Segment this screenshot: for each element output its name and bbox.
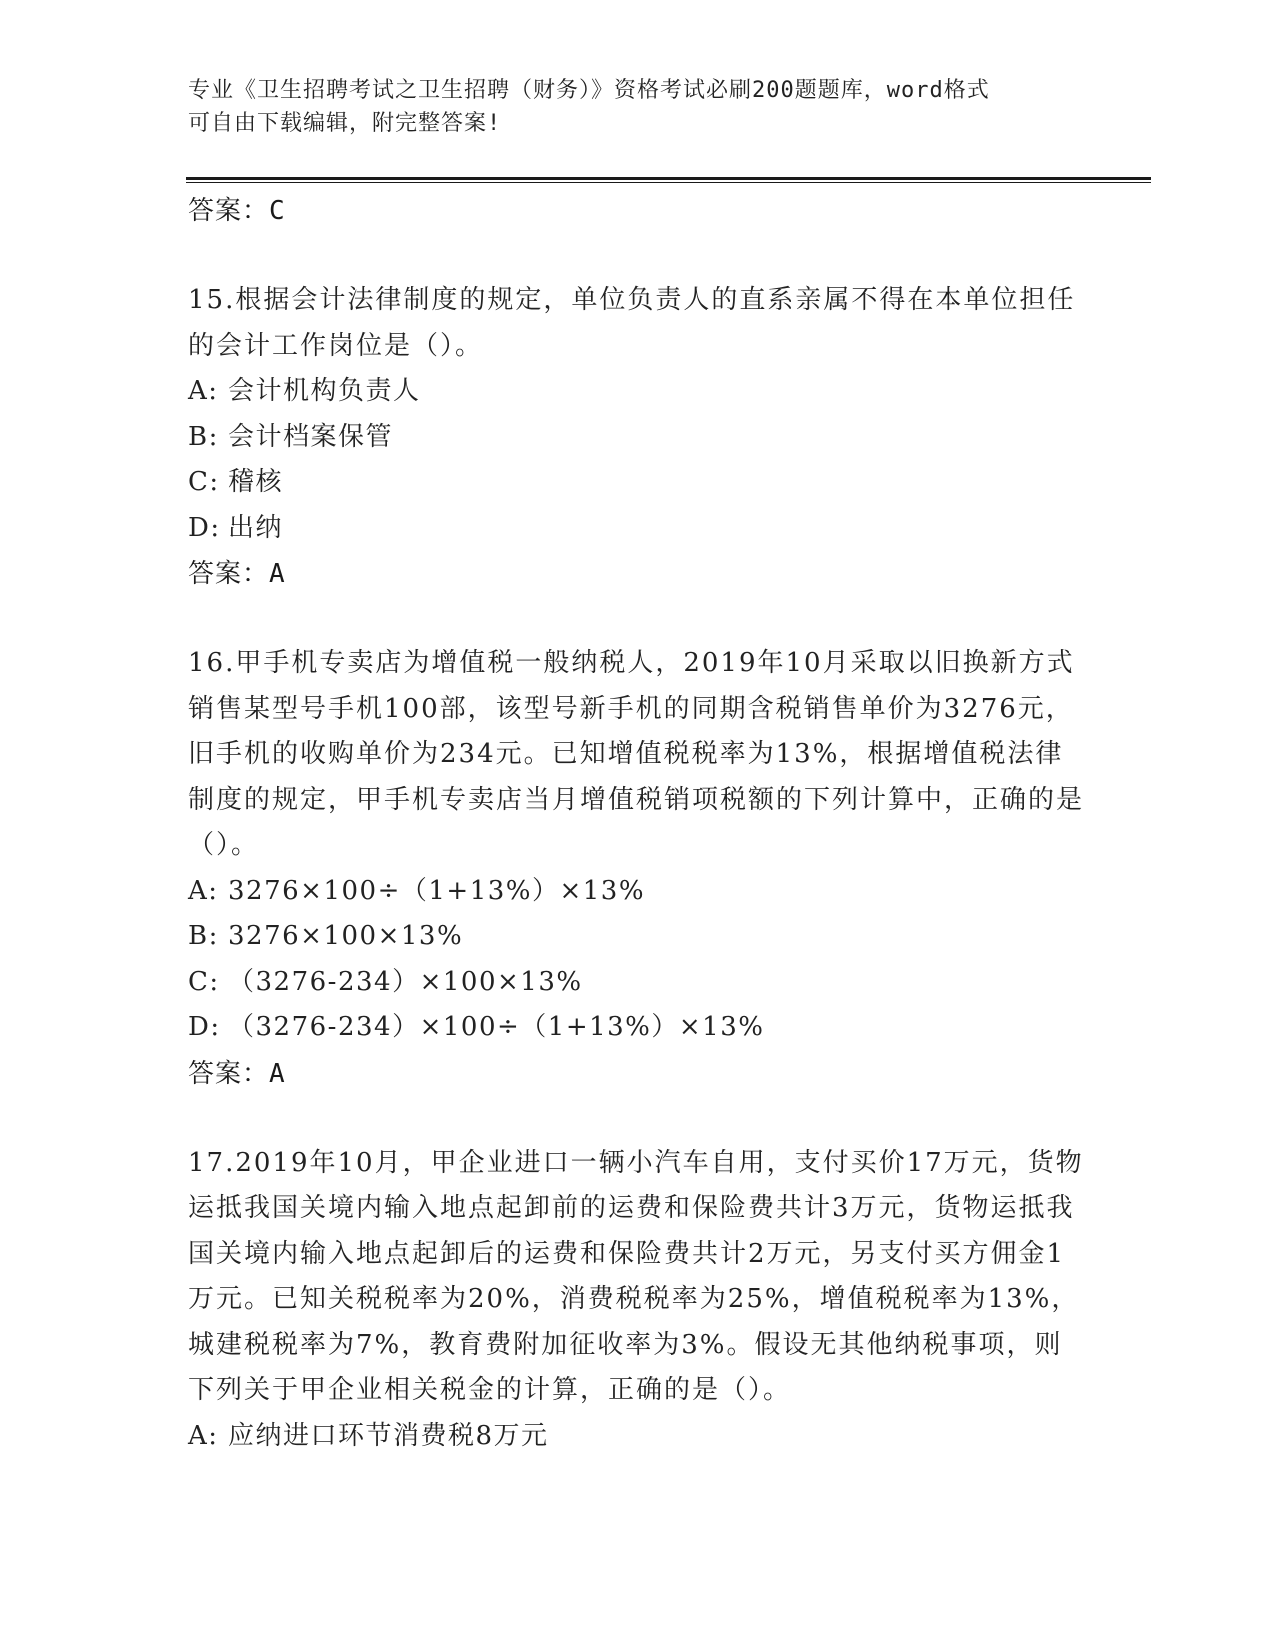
answer-value: C <box>269 196 286 226</box>
answer-label: 答案： <box>188 559 270 589</box>
option-key: D: <box>188 512 221 543</box>
question-text: 16.甲手机专卖店为增值税一般纳税人，2019年10月采取以旧换新方式销售某型号手机100部，该型号新手机的同期含税销售单价为3276元，旧手机的收购单价为234元。已知增值税税率为13%，根据增值税法律制度的规定，甲手机专卖店当月增值税销项税额的下列计算中，正确的是（）。 <box>188 648 1085 860</box>
option-a <box>188 369 1088 415</box>
option-text: 3276×100×13% <box>228 921 464 951</box>
option-key: A: <box>188 1420 219 1451</box>
option-text: （3276-234）×100÷（1+13%）×13% <box>228 1012 765 1042</box>
option-d <box>188 1005 1088 1051</box>
option-b <box>188 914 1088 960</box>
question-15 <box>188 278 1088 597</box>
option-text: 出纳 <box>228 512 284 543</box>
option-c <box>188 960 1088 1006</box>
header-divider-thin <box>186 182 1151 183</box>
answer-line <box>188 551 1088 597</box>
option-text: 会计档案保管 <box>228 421 394 452</box>
answer-value: A <box>269 1058 286 1089</box>
option-text: 会计机构负责人 <box>228 376 421 406</box>
option-key: D: <box>188 1012 221 1042</box>
answer-line <box>188 188 1088 234</box>
answer-label: 答案： <box>188 196 270 226</box>
option-c <box>188 460 1088 506</box>
question-text: 17.2019年10月，甲企业进口一辆小汽车自用，支付买价17万元，货物运抵我国关境内输入地点起卸前的运费和保险费共计3万元，货物运抵我国关境内输入地点起卸后的运费和保险费共计2万元，另支付买方佣金1万元。已知关税税率为20%，消费税税率为25%，增值税税率为13%，城建税税率为7%，教育费附加征收率为3%。假设无其他纳税事项，则下列关于甲企业相关税金的计算，正确的是（）。 <box>188 1147 1084 1405</box>
spacer <box>188 597 1088 641</box>
document-body <box>188 188 1088 1459</box>
option-key: A: <box>188 875 219 906</box>
option-a <box>188 869 1088 915</box>
answer-value: A <box>269 559 286 589</box>
option-a <box>188 1414 1088 1460</box>
spacer <box>188 234 1088 278</box>
header-line-2: 可自由下载编辑，附完整答案! <box>188 111 502 136</box>
option-text: （3276-234）×100×13% <box>228 966 583 997</box>
option-text: 3276×100÷（1+13%）×13% <box>228 875 646 906</box>
option-key: A: <box>188 376 219 406</box>
answer-line <box>188 1051 1088 1097</box>
question-16 <box>188 641 1088 1097</box>
document-header <box>188 74 1088 140</box>
question-text: 15.根据会计法律制度的规定，单位负责人的直系亲属不得在本单位担任的会计工作岗位是（）。 <box>188 285 1076 361</box>
option-text: 稽核 <box>228 467 284 497</box>
option-key: B: <box>188 421 219 452</box>
option-text: 应纳进口环节消费税8万元 <box>228 1420 549 1451</box>
option-d <box>188 506 1088 552</box>
question-17 <box>188 1141 1088 1460</box>
option-key: B: <box>188 921 219 951</box>
option-b <box>188 415 1088 461</box>
option-key: C: <box>188 467 220 497</box>
answer-label: 答案： <box>188 1058 270 1089</box>
spacer <box>188 1097 1088 1141</box>
header-divider-thick <box>186 177 1151 180</box>
option-key: C: <box>188 966 220 997</box>
header-line-1: 专业《卫生招聘考试之卫生招聘（财务）》资格考试必刷200题题库，word格式 <box>188 78 990 103</box>
